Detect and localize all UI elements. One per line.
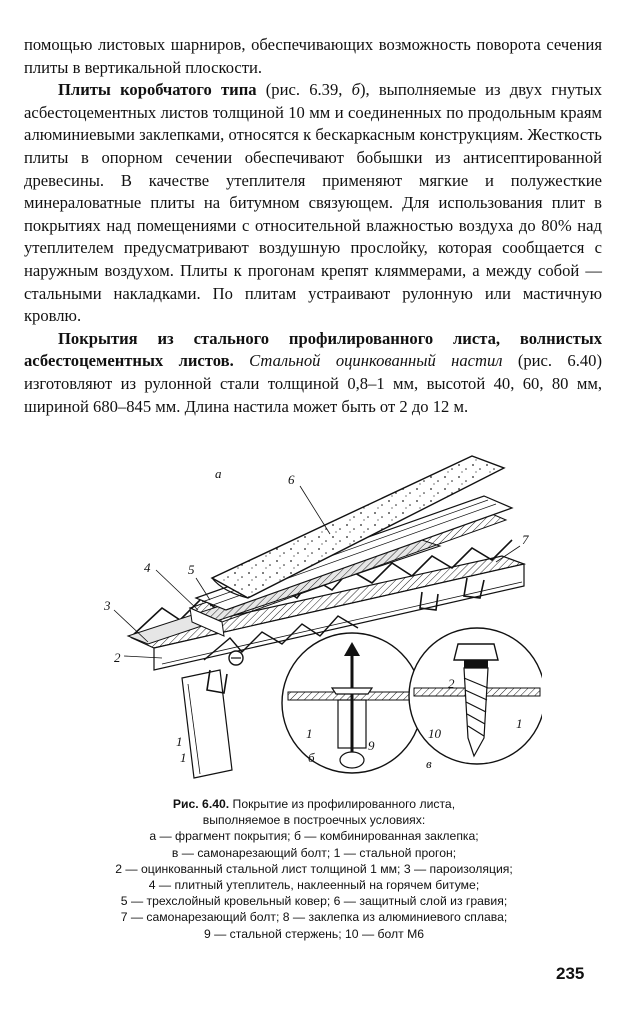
p2-text: ), выполняемые из двух гнутых асбестоцементных листов толщиной 10 мм и соединенных по продольным краям алюминиевыми заклепками, относятся к бескаркасным конструкциям. Жесткость плиты в опорном сечении обеспечивают бобышки из антисептированной древесины. В качестве утеплителя применяют мягкие и полужесткие минераловатные плиты на битумном связующем. Для использования плит в покрытиях над помещениями с относительной влажностью воздуха до 80% над утеплителем предусматривают воздушную прослойку, которая сообщается с наружным воздухом. Плиты к прогонам крепят кляммерами, а между собой — стальными накладками. По плитам устраивают рулонную или мастичную кровлю. bbox=[24, 80, 602, 326]
p2-ref-letter: б bbox=[351, 80, 360, 100]
label-2: 2 bbox=[114, 650, 121, 665]
caption-line: в — самонарезающий болт; 1 — стальной прогон; bbox=[171, 845, 457, 860]
caption-line: выполняемое в построечных условиях: bbox=[202, 813, 426, 828]
label-v: в bbox=[426, 756, 432, 771]
caption-line: а — фрагмент покрытия; б — комбинированная заклепка; bbox=[149, 829, 479, 844]
page-number: 235 bbox=[556, 964, 585, 983]
screw-7-icon bbox=[229, 651, 243, 665]
p3-lead: Покрытия из стального профилированного листа, волнистых асбестоцементных листов. bbox=[24, 328, 602, 371]
caption-title: Рис. 6.40. bbox=[172, 797, 230, 811]
label-5: 5 bbox=[188, 562, 195, 577]
caption-title-line bbox=[56, 796, 572, 812]
figure-caption bbox=[56, 796, 572, 942]
paragraph-2 bbox=[24, 79, 602, 328]
roof-drawing bbox=[92, 438, 542, 788]
label-3: 3 bbox=[104, 598, 111, 613]
p3-italic: Стальной оцинкованный настил bbox=[249, 351, 503, 371]
caption-title-rest: Покрытие из профилированного листа, bbox=[229, 797, 456, 811]
label-6: 6 bbox=[288, 472, 295, 487]
detail-bolt bbox=[409, 628, 542, 764]
paragraph-1: помощью листовых шарниров, обеспечивающих возможность поворота сечения плиты в вертикальной плоскости. bbox=[24, 35, 602, 77]
paragraph-3 bbox=[24, 328, 602, 418]
caption-line: 4 — плитный утеплитель, наклеенный на горячем битуме; bbox=[148, 878, 480, 893]
label-9: 9 bbox=[368, 738, 375, 753]
p3-text: (рис. 6.40) изготовляют из рулонной стали толщиной 0,8–1 мм, высотой 40, 60, 80 мм, шириной 680–845 мм. Длина настила может быть от 2 до 12 м. bbox=[24, 351, 602, 416]
caption-line: 7 — самонарезающий болт; 8 — заклепка из алюминиевого сплава; bbox=[120, 910, 508, 925]
caption-line: 9 — стальной стержень; 10 — болт М6 bbox=[203, 926, 425, 941]
label-10: 10 bbox=[428, 726, 441, 741]
caption-line: 2 — оцинкованный стальной лист толщиной 1 мм; 3 — пароизоляция; bbox=[115, 861, 513, 876]
label-1a: 1 bbox=[176, 734, 183, 749]
label-2-detail: 2 bbox=[448, 676, 455, 691]
caption-line: 5 — трехслойный кровельный ковер; 6 — защитный слой из гравия; bbox=[120, 894, 508, 909]
figure-6-40 bbox=[92, 438, 542, 788]
label-1-detail-b: 1 bbox=[306, 726, 313, 741]
p2-lead: Плиты коробчатого типа bbox=[58, 80, 257, 100]
label-1b: 1 bbox=[180, 750, 187, 765]
label-4: 4 bbox=[144, 560, 151, 575]
label-1-detail-v: 1 bbox=[516, 716, 523, 731]
body-text bbox=[24, 34, 602, 418]
label-7: 7 bbox=[522, 532, 529, 547]
label-a: а bbox=[215, 466, 222, 481]
label-b: б bbox=[308, 750, 315, 765]
p2-ref-open: (рис. 6.39, bbox=[256, 80, 352, 100]
